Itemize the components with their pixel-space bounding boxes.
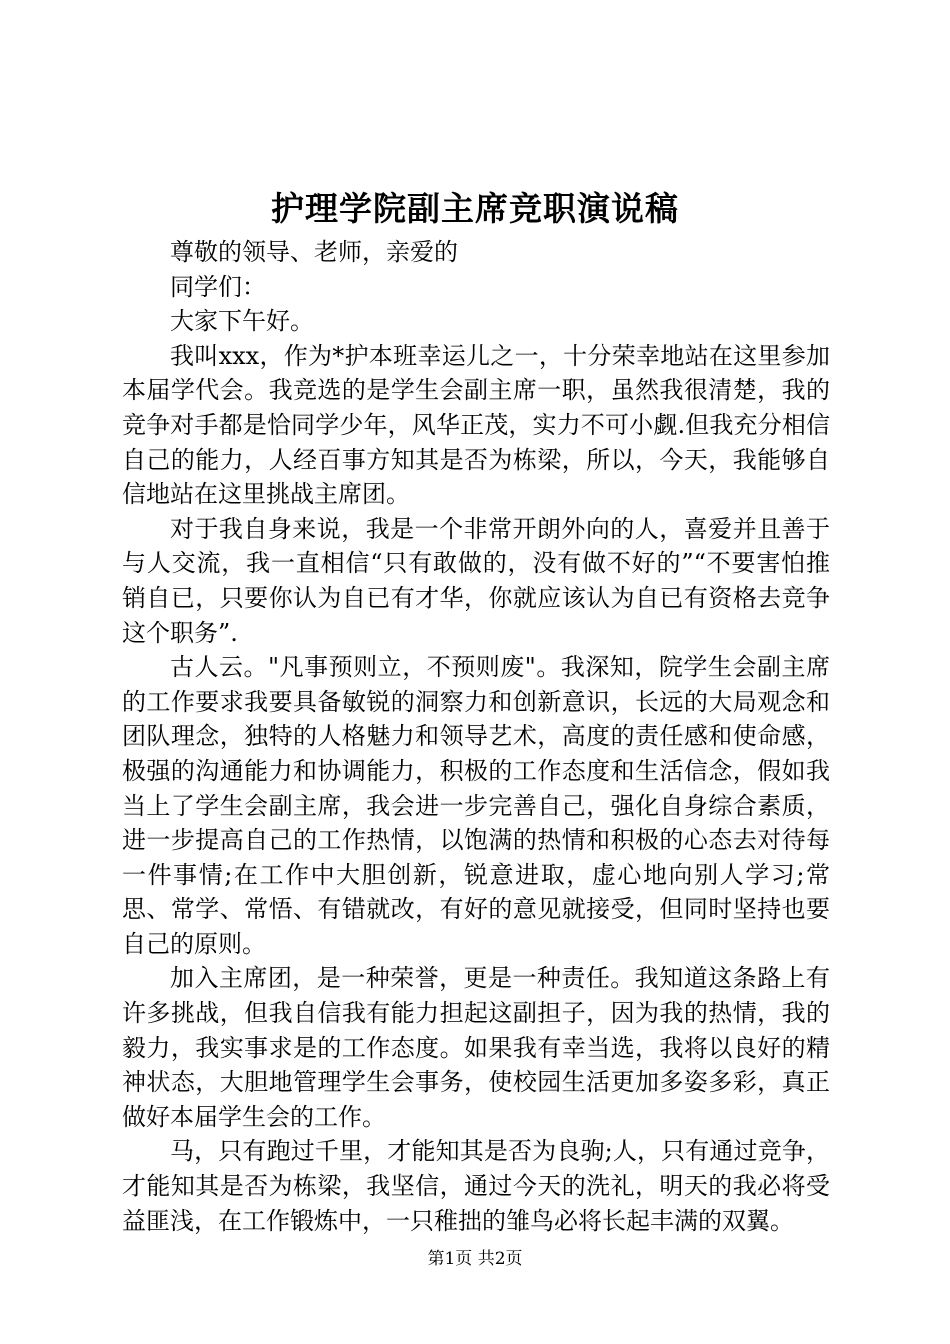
paragraph: 古人云。"凡事预则立，不预则废"。我深知，院学生会副主席的工作要求我要具备敏锐的洞察力和创新意识，长远的大局观念和团队理念，独特的人格魅力和领导艺术，高度的责任感和使命感，极强的沟通能力和协调能力，积极的工作态度和生活信念，假如我当上了学生会副主席，我会进一步完善自己，强化自身综合素质，进一步提高自己的工作热情，以饱满的热情和积极的心态去对待每一件事情;在工作中大胆创新，锐意进取，虚心地向别人学习;常思、常学、常悟、有错就改，有好的意见就接受，但同时坚持也要自己的原则。 <box>122 653 830 958</box>
greeting-line: 同学们： <box>170 272 266 301</box>
page-footer: 第1页 共2页 <box>427 1249 523 1269</box>
document-body <box>122 235 830 1238</box>
paragraph: 加入主席团，是一种荣誉，更是一种责任。我知道这条路上有许多挑战，但我自信我有能力担起这副担子，因为我的热情，我的毅力，我实事求是的工作态度。如果我有幸当选，我将以良好的精神状态，大胆地管理学生会事务，使校园生活更加多姿多彩，真正做好本届学生会的工作。 <box>122 964 830 1131</box>
greeting-line: 尊敬的领导、老师，亲爱的 <box>170 238 458 266</box>
paragraph: 马，只有跑过千里，才能知其是否为良驹;人，只有通过竞争，才能知其是否为栋梁，我坚信，通过今天的洗礼，明天的我必将受益匪浅，在工作锻炼中，一只稚拙的雏鸟必将长起丰满的双翼。 <box>122 1137 830 1235</box>
paragraph: 对于我自身来说，我是一个非常开朗外向的人，喜爱并且善于与人交流，我一直相信“只有敢做的，没有做不好的”“不要害怕推销自已，只要你认为自已有才华，你就应该认为自已有资格去竞争这个职务”. <box>122 514 830 647</box>
greeting-line: 大家下午好。 <box>170 307 314 336</box>
document-title: 护理学院副主席竞职演说稿 <box>271 189 679 228</box>
paragraph: 我叫xxx，作为*护本班幸运儿之一，十分荣幸地站在这里参加本届学代会。我竞选的是学生会副主席一职，虽然我很清楚，我的竞争对手都是恰同学少年，风华正茂，实力不可小觑.但我充分相信自己的能力，人经百事方知其是否为栋梁，所以，今天，我能够自信地站在这里挑战主席团。 <box>122 341 830 509</box>
